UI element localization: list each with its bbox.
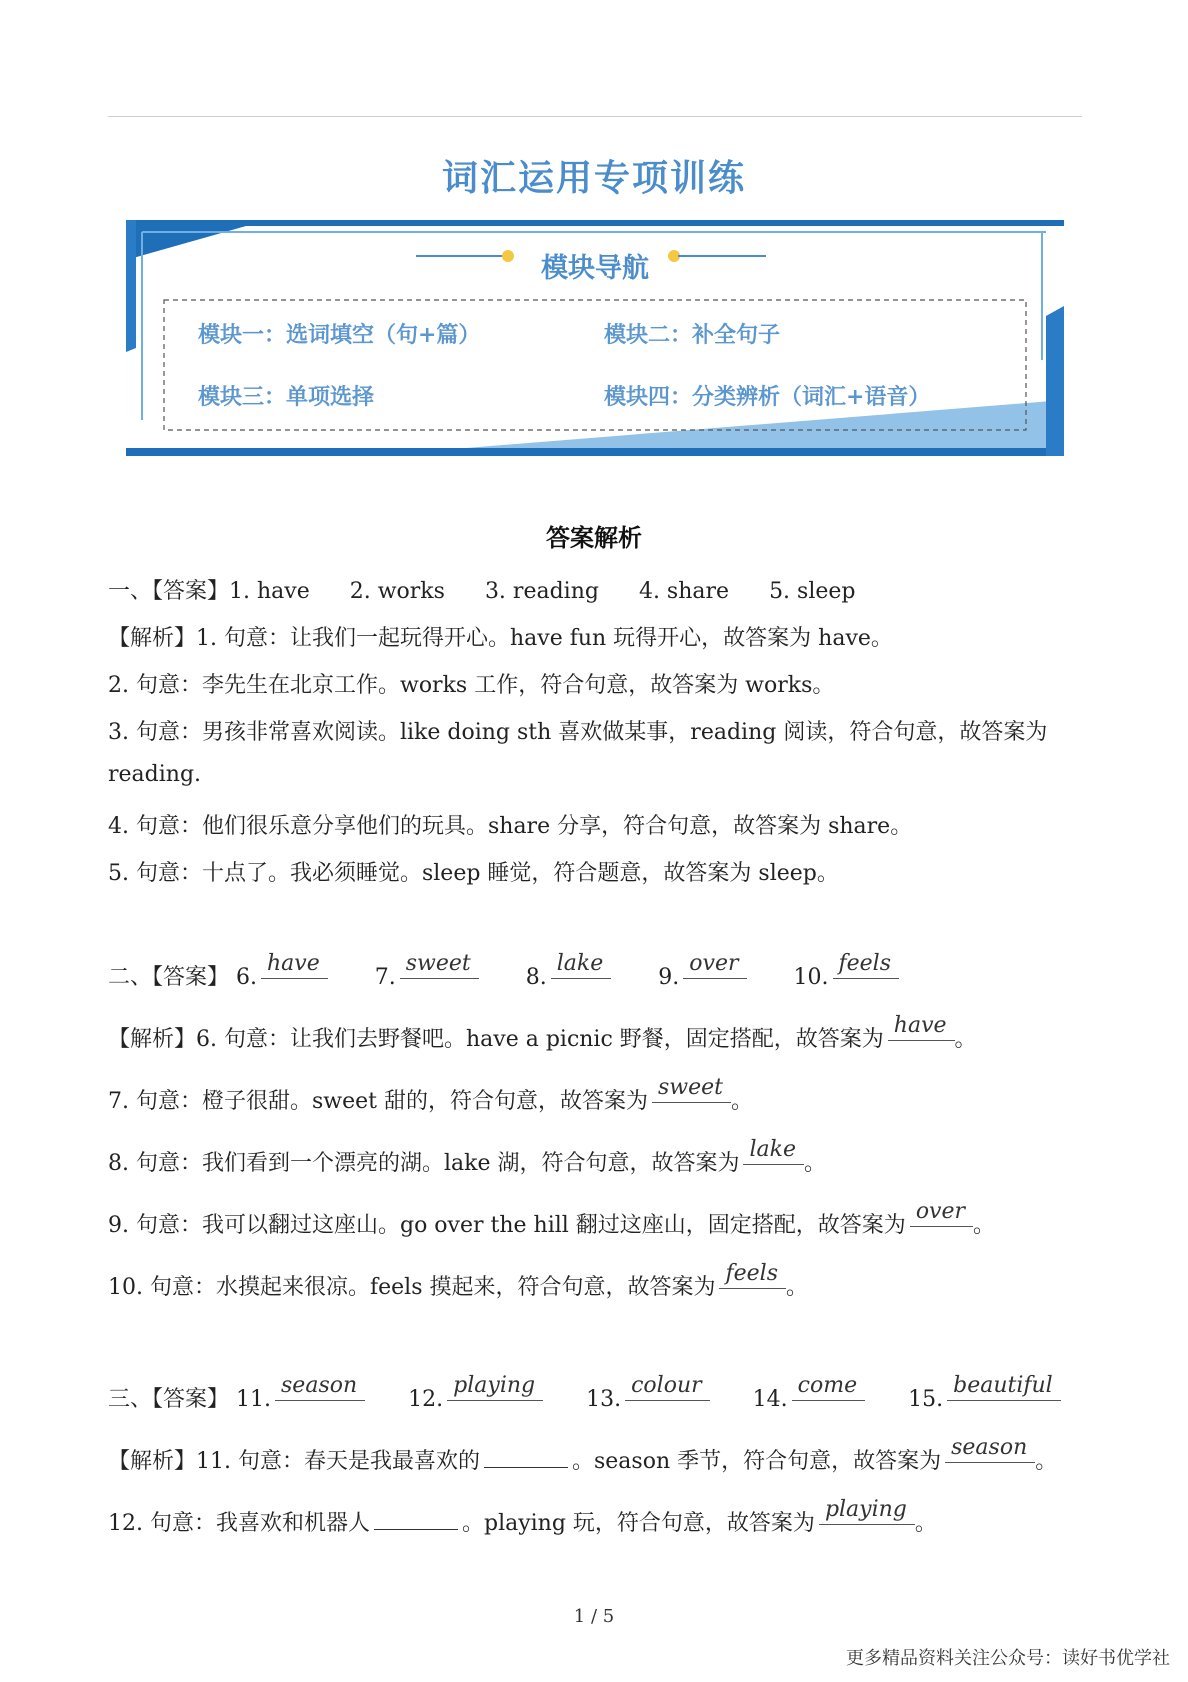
explanation-text: 【解析】6. 句意：让我们去野餐吧。have a picnic 野餐，固定搭配，故答案为 [108, 1027, 884, 1052]
part1-answers [108, 574, 896, 605]
explanation-line: reading. [108, 762, 202, 787]
explanation-text: 8. 句意：我们看到一个漂亮的湖。lake 湖，符合句意，故答案为 [108, 1151, 740, 1176]
handwritten-answer: feels [833, 951, 900, 979]
explanation-end: 。 [1035, 1449, 1058, 1474]
explanation-line: 【解析】1. 句意：让我们一起玩得开心。have fun 玩得开心，故答案为 have。 [108, 626, 893, 651]
handwritten-answer: come [792, 1373, 865, 1401]
explanation-text: 9. 句意：我可以翻过这座山。go over the hill 翻过这座山，固定搭配，故答案为 [108, 1213, 906, 1238]
answer-number: 10. [793, 965, 829, 990]
handwritten-answer: feels [719, 1261, 786, 1289]
answer-number: 12. [408, 1387, 444, 1412]
answer-number: 14. [752, 1387, 788, 1412]
nav-title: 模块导航 [541, 253, 649, 284]
module-1-label: 模块一：选词填空（句+篇） [198, 322, 481, 348]
explanation-line [108, 1261, 809, 1303]
answer-number: 11. [236, 1387, 272, 1412]
answer-number: 8. [525, 965, 547, 990]
explanation-line [108, 1199, 996, 1241]
footer-note: 更多精品资料关注公众号：读好书优学社 [846, 1648, 1170, 1669]
explanation-line: 3. 句意：男孩非常喜欢阅读。like doing sth 喜欢做某事，reading 阅读，符合句意，故答案为 [108, 720, 1048, 745]
explanation-text: 7. 句意：橙子很甜。sweet 甜的，符合句意，故答案为 [108, 1089, 648, 1114]
handwritten-answer: over [683, 951, 746, 979]
header-rule [108, 116, 1082, 117]
explanation-line [108, 1137, 827, 1179]
answer-item: 5. sleep [769, 579, 856, 604]
handwritten-answer: season [275, 1373, 365, 1401]
handwritten-answer: sweet [652, 1075, 731, 1103]
part2-prefix: 二、【答案】 [108, 965, 230, 990]
answer-number: 7. [374, 965, 396, 990]
explanation-text: 12. 句意：我喜欢和机器人 [108, 1511, 370, 1536]
handwritten-answer: sweet [400, 951, 479, 979]
answer-item: 4. share [638, 579, 730, 604]
answer-number: 9. [658, 965, 680, 990]
handwritten-answer: have [261, 951, 328, 979]
part1-prefix: 一、【答案】 [108, 579, 230, 604]
handwritten-answer: playing [447, 1373, 543, 1401]
explanation-end: 。 [973, 1213, 996, 1238]
explanation-line [108, 1013, 977, 1055]
section-title: 答案解析 [546, 523, 642, 552]
handwritten-answer: season [945, 1435, 1035, 1463]
answer-number: 6. [236, 965, 258, 990]
module-navigation-panel [126, 220, 1064, 456]
fill-blank [484, 1449, 568, 1468]
explanation-end: 。 [804, 1151, 827, 1176]
explanation-end: 。 [914, 1511, 937, 1536]
explanation-line [108, 1075, 754, 1117]
handwritten-answer: over [910, 1199, 973, 1227]
answer-number: 13. [586, 1387, 622, 1412]
explanation-text: 。playing 玩，符合句意，故答案为 [461, 1511, 815, 1536]
answer-item: 3. reading [484, 579, 599, 604]
part3-answers [108, 1373, 1061, 1415]
answer-item: 1. have [229, 579, 310, 604]
explanation-line: 2. 句意：李先生在北京工作。works 工作，符合句意，故答案为 works。 [108, 673, 835, 698]
explanation-line: 5. 句意：十点了。我必须睡觉。sleep 睡觉，符合题意，故答案为 sleep。 [108, 861, 839, 886]
handwritten-answer: beautiful [947, 1373, 1061, 1401]
explanation-text: 10. 句意：水摸起来很凉。feels 摸起来，符合句意，故答案为 [108, 1275, 716, 1300]
answer-number: 15. [908, 1387, 944, 1412]
module-3-label: 模块三：单项选择 [198, 384, 375, 410]
explanation-end: 。 [731, 1089, 754, 1114]
module-2-label: 模块二：补全句子 [604, 322, 781, 348]
handwritten-answer: colour [625, 1373, 710, 1401]
handwritten-answer: lake [743, 1137, 804, 1165]
page-number: 1 / 5 [573, 1606, 615, 1627]
handwritten-answer: have [888, 1013, 955, 1041]
explanation-end: 。 [954, 1027, 977, 1052]
handwritten-answer: playing [819, 1497, 915, 1525]
handwritten-answer: lake [551, 951, 612, 979]
explanation-text: 【解析】11. 句意：春天是我最喜欢的 [108, 1449, 480, 1474]
explanation-line: 4. 句意：他们很乐意分享他们的玩具。share 分享，符合句意，故答案为 share。 [108, 814, 913, 839]
explanation-end: 。 [786, 1275, 809, 1300]
page-title: 词汇运用专项训练 [441, 157, 746, 199]
part2-answers [108, 951, 899, 993]
part3-prefix: 三、【答案】 [108, 1387, 230, 1412]
module-4-label: 模块四：分类辨析（词汇+语音） [604, 384, 931, 410]
explanation-line [108, 1497, 937, 1539]
answer-item: 2. works [349, 579, 445, 604]
fill-blank [374, 1511, 458, 1530]
explanation-text: 。season 季节，符合句意，故答案为 [571, 1449, 942, 1474]
explanation-line [108, 1435, 1058, 1477]
